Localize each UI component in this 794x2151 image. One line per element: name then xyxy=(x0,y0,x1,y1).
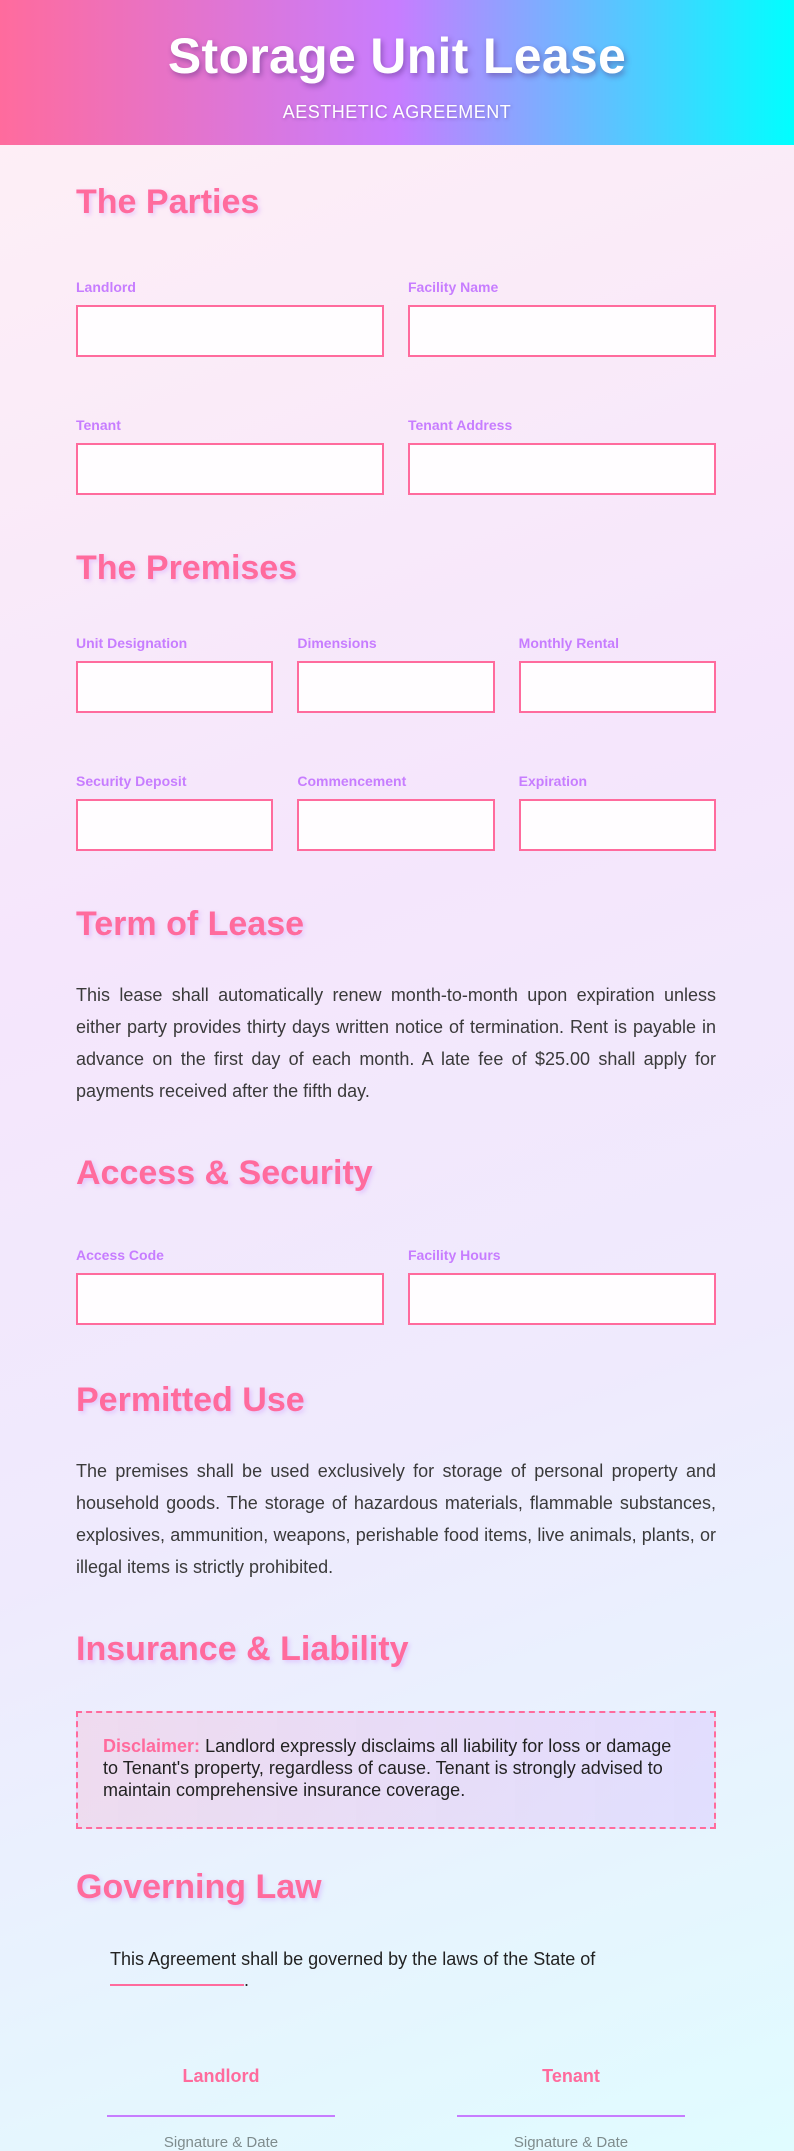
unit-designation-input[interactable] xyxy=(76,661,273,713)
document-title: Storage Unit Lease xyxy=(167,28,627,84)
signature-block-landlord xyxy=(107,2065,335,2151)
signature-block-tenant xyxy=(457,2065,685,2151)
section-access xyxy=(76,1153,716,1325)
field-dimensions xyxy=(297,635,494,713)
field-security-deposit xyxy=(76,773,273,851)
section-title-term: Term of Lease xyxy=(76,905,305,943)
section-title-access: Access & Security xyxy=(76,1154,373,1192)
section-governing-law xyxy=(76,1867,716,1991)
governing-law-prefix: This Agreement shall be governed by the laws of the State of xyxy=(110,1949,596,1969)
commencement-input[interactable] xyxy=(297,799,494,851)
disclaimer-label: Disclaimer: xyxy=(103,1736,201,1756)
signature-role: Landlord xyxy=(182,2066,260,2086)
field-label: Landlord xyxy=(76,279,136,295)
section-premises xyxy=(76,548,716,851)
signature-caption: Signature & Date xyxy=(163,2134,279,2151)
access-code-input[interactable] xyxy=(76,1273,384,1325)
field-tenant xyxy=(76,417,384,495)
tenant-input[interactable] xyxy=(76,443,384,495)
field-label: Commencement xyxy=(297,773,407,789)
field-label: Expiration xyxy=(518,773,588,789)
section-title-premises: The Premises xyxy=(76,549,298,587)
access-row xyxy=(76,1247,716,1325)
field-monthly-rental xyxy=(519,635,716,713)
section-title-parties: The Parties xyxy=(76,183,260,221)
field-label: Tenant xyxy=(76,417,121,433)
facility-hours-input[interactable] xyxy=(408,1273,716,1325)
field-unit-designation xyxy=(76,635,273,713)
section-insurance xyxy=(76,1629,716,1829)
state-blank-field[interactable] xyxy=(110,1974,244,1986)
field-facility-name xyxy=(408,279,716,357)
premises-row-2 xyxy=(76,773,716,851)
disclaimer-box xyxy=(76,1711,716,1829)
lease-content xyxy=(76,182,716,2151)
signature-role: Tenant xyxy=(542,2066,600,2086)
tenant-address-input[interactable] xyxy=(408,443,716,495)
field-tenant-address xyxy=(408,417,716,495)
premises-row-1 xyxy=(76,635,716,713)
disclaimer-text: Landlord expressly disclaims all liability for loss or damage to Tenant's property, regardless of cause. Tenant is strongly advised to maintain comprehensive insurance coverage. xyxy=(103,1736,672,1800)
permitted-use-text: The premises shall be used exclusively for storage of personal property and household goods. The storage of hazardous materials, flammable substances, explosives, ammunition, weapons, perishable food items, live animals, plants, or illegal items is strictly prohibited. xyxy=(76,1461,716,1577)
dimensions-input[interactable] xyxy=(297,661,494,713)
section-permitted-use xyxy=(76,1380,716,1583)
field-label: Tenant Address xyxy=(408,417,513,433)
signature-line-tenant[interactable] xyxy=(457,2115,685,2117)
signature-caption: Signature & Date xyxy=(513,2134,629,2151)
section-term xyxy=(76,904,716,1107)
field-label: Monthly Rental xyxy=(518,635,619,651)
field-facility-hours xyxy=(408,1247,716,1325)
term-text: This lease shall automatically renew month-to-month upon expiration unless either party provides thirty days written notice of termination. Rent is payable in advance on the first day of each month. A late fee of $25.00 shall apply for payments received after the fifth day. xyxy=(76,985,716,1101)
field-label: Facility Hours xyxy=(408,1247,501,1263)
facility-name-input[interactable] xyxy=(408,305,716,357)
field-label: Access Code xyxy=(76,1247,164,1263)
parties-row-1 xyxy=(76,279,716,357)
landlord-input[interactable] xyxy=(76,305,384,357)
field-label: Security Deposit xyxy=(76,773,187,789)
field-label: Facility Name xyxy=(408,279,499,295)
field-label: Unit Designation xyxy=(76,635,188,651)
field-access-code xyxy=(76,1247,384,1325)
governing-law-suffix: . xyxy=(244,1970,250,1990)
signature-section xyxy=(76,2065,716,2151)
document-subtitle: AESTHETIC AGREEMENT xyxy=(282,102,512,122)
page-header xyxy=(0,0,794,145)
parties-row-2 xyxy=(76,417,716,495)
field-commencement xyxy=(297,773,494,851)
field-label: Dimensions xyxy=(297,635,377,651)
signature-line-landlord[interactable] xyxy=(107,2115,335,2117)
field-landlord xyxy=(76,279,384,357)
monthly-rental-input[interactable] xyxy=(519,661,716,713)
section-title-governing-law: Governing Law xyxy=(76,1868,322,1906)
expiration-input[interactable] xyxy=(519,799,716,851)
field-expiration xyxy=(519,773,716,851)
security-deposit-input[interactable] xyxy=(76,799,273,851)
section-parties xyxy=(76,182,716,495)
section-title-insurance: Insurance & Liability xyxy=(76,1630,409,1668)
governing-law-text xyxy=(76,1949,716,1991)
section-title-permitted-use: Permitted Use xyxy=(76,1381,305,1419)
